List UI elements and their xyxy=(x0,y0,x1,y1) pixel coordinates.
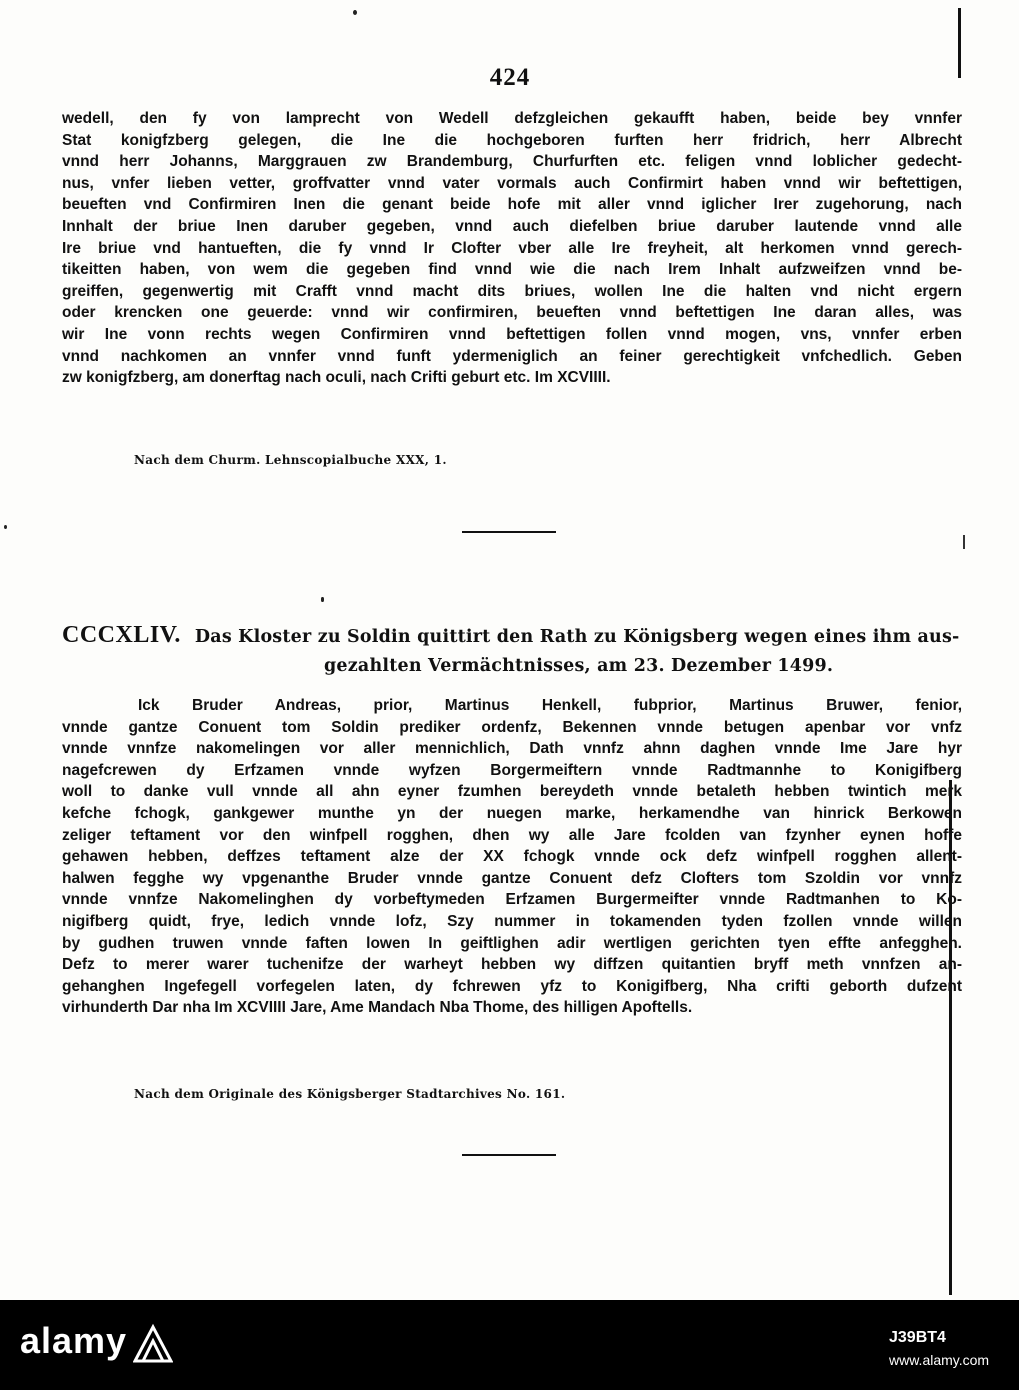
text-line: nigifberg quidt, frye, ledich vnnde lofz, Szy nummer in tokamenden tyden fzollen vnnde willen xyxy=(62,912,962,930)
text-line: beueften vnd Confirmiren Inen die genant beide hofe mit aller vnnd iglicher Irer zugehorung, nach xyxy=(62,196,962,214)
text-line: gehawen hebben, deffzes teftament alze der XX fchogk vnnde ock defz winfpell rogghen allent- xyxy=(62,848,962,866)
text-line: vnnde vnnfze Nakomelinghen dy vorbeftymeden Erfzamen Burgermeifter vnnde Radtmanhen to Ko- xyxy=(62,891,962,909)
logo-mark-icon xyxy=(133,1323,173,1363)
brand-logo xyxy=(20,1320,173,1363)
brand-name: alamy xyxy=(20,1320,128,1361)
text-line: vnnde gantze Conuent tom Soldin prediker ordenfz, Bekennen vnnde betugen apenbar vor vnfz xyxy=(62,718,962,736)
document-title-line-1: Das Kloster zu Soldin quittirt den Rath zu Königsberg wegen eines ihm aus- xyxy=(194,627,960,647)
text-line: wir Ine vonn rechts wegen Confirmiren vnnd beftettigen follen vnnd mogen, vns, vnnfer erben xyxy=(62,325,962,343)
footer-url: www.alamy.com xyxy=(889,1352,990,1368)
scan-edge-line xyxy=(963,535,965,549)
text-line: oder krencken one geuerde: vnnd wir confirmiren, beueften vnnd beftettigen Ine daran alles, was xyxy=(62,304,962,322)
text-line: vnnd herr Johanns, Marggrauen zw Brandemburg, Churfurften etc. feligen vnnd loblicher gedecht- xyxy=(62,153,962,171)
text-line: by gudhen truwen vnnde faften lowen In geiftlighen adir wertligen gerichten tyen effte anfegghen. xyxy=(62,934,962,952)
text-line: nus, vnfer lieben vetter, groffvatter vnnd vater vormals auch Confirmirt haben vnnd wir beftettigen, xyxy=(62,174,962,192)
document-number: CCCXLIV. xyxy=(62,622,181,648)
text-line: zeliger teftament vor den winfpell rogghen, dhen wy alle Jare fcolden van fzynher eynen hoffe xyxy=(62,826,962,844)
text-line: Defz to merer warer tuchenifze der warheyt hebben wy diffzen quitantien bryff meth vnnfzen an- xyxy=(62,956,962,974)
scan-edge-line xyxy=(958,8,961,78)
text-line: halwen fegghe wy vpgenanthe Bruder vnnde gantze Conuent defz Clofters tom Szoldin vor vnnfz xyxy=(62,869,962,887)
text-line: nagefcrewen dy Erfzamen vnnde wyfzen Borgermeiftern vnnde Radtmannhe to Konigifberg xyxy=(62,761,962,779)
section-divider xyxy=(462,1154,556,1156)
page-number: 424 xyxy=(489,64,531,91)
text-line: zw konigfzberg, am donerftag nach oculi, nach Crifti geburt etc. Im XCVIIII. xyxy=(62,369,611,387)
text-line: greiffen, gegenwertig mit Crafft vnnd macht dits briues, wollen Ine die halten vnd nicht ergern xyxy=(62,282,962,300)
text-line: wedell, den fy von lamprecht von Wedell defzgleichen gekaufft haben, beide bey vnnfer xyxy=(62,110,962,127)
text-line: Innhalt der briue Inen daruber gegeben, vnnd auch diefelben briue daruber lautende vnnd alle xyxy=(62,217,962,235)
text-line: woll to danke vull vnnde all ahn eyner fzumhen bereydeth vnnde betaleth hebben twintich merk xyxy=(62,783,962,801)
text-line: Stat konigfzberg gelegen, die Ine die hochgeboren furften herr fridrich, herr Albrecht xyxy=(62,131,962,149)
text-line: virhunderth Dar nha Im XCVIIII Jare, Ame Mandach Nba Thome, des hilligen Apoftells. xyxy=(62,999,693,1017)
ink-speck xyxy=(4,525,7,529)
text-line: Ire briue vnd hantueften, die fy vnnd Ir Clofter vber alle Ire freyheit, alt herkomen vnnd gerech- xyxy=(62,239,962,257)
image-id: J39BT4 xyxy=(889,1329,946,1346)
text-line: gehanghen Ingefegell vorfegelen laten, dy fchrewen yfz to Konigifberg, Nha crifti geborth dufzent xyxy=(62,977,962,995)
document-text-1 xyxy=(62,108,962,389)
ink-speck xyxy=(321,597,324,602)
text-line: Ick Bruder Andreas, prior, Martinus Henkell, fubprior, Martinus Bruwer, fenior, xyxy=(138,697,962,714)
text-line: tikeitten haben, von wem die gegeben find vnnd wie die nach Irem Inhalt aufzweifzen vnnd be- xyxy=(62,261,962,279)
text-line: vnnd nachkomen an vnnfer vnnd funft ydermeniglich an feiner gerechtigkeit vnfchedlich. Geben xyxy=(62,347,962,365)
source-note: Nach dem Churm. Lehnscopialbuche XXX, 1. xyxy=(134,453,447,467)
document-title-line-2: gezahlten Vermächtnisses, am 23. Dezember 1499. xyxy=(324,656,834,676)
text-line: kefche fchogk, gankgewer munthe yn der nuegen marke, herkamendhe van hinrick Berkowen xyxy=(62,804,962,822)
section-divider xyxy=(462,531,556,533)
ink-speck xyxy=(353,10,357,15)
document-heading xyxy=(62,620,962,682)
text-line: vnnde vnnfze nakomelingen vor aller mennichlich, Dath vnnfz ahnn daghen vnnde Ime Jare hyr xyxy=(62,740,962,758)
document-text-2 xyxy=(62,695,962,1019)
source-note: Nach dem Originale des Königsberger Stadtarchives No. 161. xyxy=(134,1087,566,1101)
